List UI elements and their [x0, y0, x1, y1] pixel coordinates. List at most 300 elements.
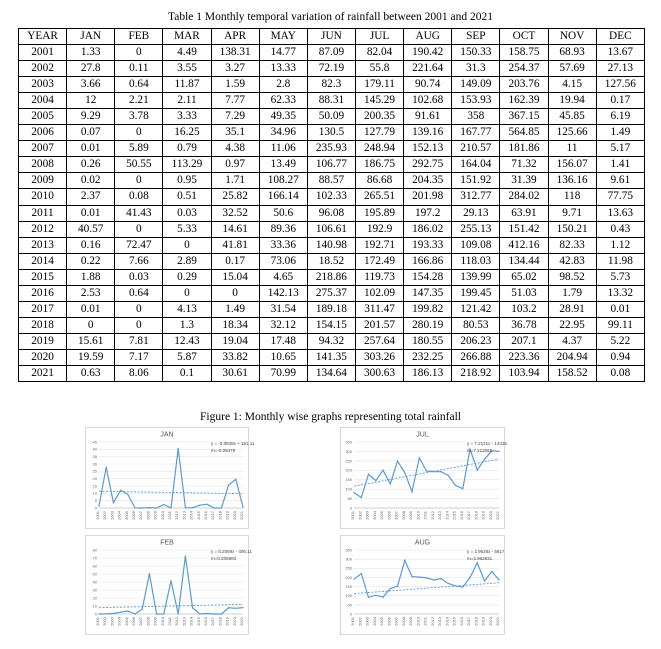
rainfall-cell: 108.27 — [259, 173, 307, 189]
year-cell: 2017 — [19, 301, 67, 317]
rainfall-cell: 151.42 — [500, 221, 548, 237]
y-tick-label: 50 — [347, 602, 352, 608]
rainfall-cell: 218.92 — [452, 365, 500, 381]
rainfall-cell: 22.95 — [548, 317, 596, 333]
rainfall-cell: 139.99 — [452, 269, 500, 285]
rainfall-cell: 102.09 — [355, 285, 403, 301]
rainfall-cell: 5.22 — [596, 333, 644, 349]
rainfall-cell: 136.16 — [548, 173, 596, 189]
y-tick-label: 15 — [92, 483, 97, 489]
rainfall-cell: 203.76 — [500, 77, 548, 93]
table-row — [19, 221, 645, 237]
rainfall-cell: 186.13 — [404, 365, 452, 381]
x-tick-label: 2018 — [473, 617, 479, 626]
rainfall-cell: 139.16 — [404, 125, 452, 141]
data-point — [235, 479, 236, 480]
x-tick-label: 2001 — [350, 511, 355, 520]
x-tick-label: 2006 — [131, 511, 136, 520]
rainfall-cell: 36.78 — [500, 317, 548, 333]
data-point — [221, 613, 222, 614]
x-tick-label: 2009 — [152, 511, 158, 520]
rainfall-cell: 218.86 — [307, 269, 355, 285]
rainfall-cell: 151.92 — [452, 173, 500, 189]
x-tick-label: 2011 — [422, 617, 428, 626]
rainfall-cell: 33.36 — [259, 237, 307, 253]
chart-svg — [86, 428, 255, 528]
data-point — [382, 470, 383, 471]
x-tick-label: 2003 — [364, 511, 370, 520]
rainfall-cell: 311.47 — [355, 301, 403, 317]
data-point — [199, 613, 200, 614]
rainfall-cell: 31.54 — [259, 301, 307, 317]
y-tick-label: 50 — [347, 495, 352, 501]
rainfall-cell: 179.11 — [355, 77, 403, 93]
rainfall-cell: 0 — [115, 173, 163, 189]
rainfall-cell: 0.43 — [596, 221, 644, 237]
rainfall-cell: 192.9 — [355, 221, 403, 237]
data-point — [448, 583, 449, 584]
x-tick-label: 2015 — [451, 511, 457, 520]
y-tick-label: 40 — [92, 446, 97, 452]
y-tick-label: 0 — [94, 611, 97, 617]
rainfall-cell: 3.33 — [163, 109, 211, 125]
data-point — [390, 483, 391, 484]
x-tick-label: 2008 — [400, 511, 406, 520]
x-tick-label: 2013 — [181, 617, 187, 626]
rainfall-cell: 189.18 — [307, 301, 355, 317]
data-point — [127, 610, 128, 611]
data-point — [411, 491, 412, 492]
x-tick-label: 2021 — [239, 511, 244, 520]
y-tick-label: 20 — [92, 476, 97, 482]
x-tick-label: 2010 — [415, 511, 421, 520]
x-tick-label: 2017 — [466, 617, 471, 626]
year-cell: 2020 — [19, 349, 67, 365]
slope-label: m=2.962831 — [467, 556, 493, 561]
rainfall-cell: 150.21 — [548, 221, 596, 237]
rainfall-cell: 0.16 — [67, 237, 115, 253]
x-tick-label: 2014 — [444, 511, 450, 520]
slope-label: m=0.206883 — [211, 556, 237, 561]
rainfall-cell: 19.94 — [548, 93, 596, 109]
slope-label: m=-0.08479 — [211, 448, 236, 453]
year-cell: 2009 — [19, 173, 67, 189]
rainfall-cell: 1.88 — [67, 269, 115, 285]
data-point — [469, 577, 470, 578]
rainfall-cell: 82.3 — [307, 77, 355, 93]
rainfall-cell: 0.79 — [163, 141, 211, 157]
rainfall-cell: 0.17 — [596, 93, 644, 109]
year-cell: 2018 — [19, 317, 67, 333]
rainfall-cell: 154.15 — [307, 317, 355, 333]
y-tick-label: 40 — [92, 579, 97, 585]
x-tick-label: 2012 — [174, 617, 180, 626]
rainfall-cell: 41.81 — [211, 237, 259, 253]
rainfall-cell: 50.6 — [259, 205, 307, 221]
rainfall-cell: 7.29 — [211, 109, 259, 125]
data-point — [206, 504, 207, 505]
rainfall-cell: 0.63 — [67, 365, 115, 381]
jan-chart — [85, 427, 255, 529]
data-point — [404, 560, 405, 561]
rainfall-cell: 1.59 — [211, 77, 259, 93]
table-row — [19, 285, 645, 301]
trend-line — [354, 583, 499, 594]
data-point — [120, 612, 121, 613]
rainfall-cell: 0.02 — [67, 173, 115, 189]
table-row — [19, 173, 645, 189]
data-point — [462, 586, 463, 587]
rainfall-cell: 103.94 — [500, 365, 548, 381]
rainfall-cell: 200.35 — [355, 109, 403, 125]
data-point — [134, 613, 135, 614]
data-point — [419, 457, 420, 458]
rainfall-cell: 82.04 — [355, 45, 403, 61]
data-point — [411, 576, 412, 577]
data-point — [433, 579, 434, 580]
chart-title: AUG — [414, 539, 431, 547]
rainfall-cell: 130.5 — [307, 125, 355, 141]
data-point — [440, 578, 441, 579]
year-cell: 2005 — [19, 109, 67, 125]
data-point — [214, 613, 215, 614]
rainfall-cell: 9.71 — [548, 205, 596, 221]
rainfall-cell: 80.53 — [452, 317, 500, 333]
x-tick-label: 2002 — [102, 617, 108, 626]
rainfall-cell: 1.33 — [67, 45, 115, 61]
data-point — [142, 507, 143, 508]
x-tick-label: 2007 — [393, 511, 399, 520]
rainfall-cell: 1.49 — [211, 301, 259, 317]
x-tick-label: 2013 — [437, 617, 442, 626]
y-tick-label: 70 — [92, 555, 97, 561]
rainfall-cell: 207.1 — [500, 333, 548, 349]
y-tick-label: 300 — [345, 556, 352, 562]
data-point — [419, 576, 420, 577]
rainfall-cell: 0.64 — [115, 285, 163, 301]
rainfall-cell: 2.8 — [259, 77, 307, 93]
rainfall-cell: 255.13 — [452, 221, 500, 237]
x-tick-label: 2018 — [217, 511, 223, 520]
data-point — [156, 507, 157, 508]
rainfall-cell: 0.08 — [115, 189, 163, 205]
x-tick-label: 2010 — [159, 511, 165, 520]
rainfall-cell: 0 — [115, 317, 163, 333]
x-tick-label: 2019 — [480, 617, 486, 626]
header-jul: JUL — [355, 29, 403, 45]
data-point — [361, 497, 362, 498]
rainfall-cell: 19.04 — [211, 333, 259, 349]
x-tick-label: 2020 — [231, 617, 237, 626]
data-point — [368, 597, 369, 598]
rainfall-cell: 158.75 — [500, 45, 548, 61]
data-point — [163, 613, 164, 614]
x-tick-label: 2003 — [109, 617, 115, 626]
rainfall-cell: 162.39 — [500, 93, 548, 109]
data-point — [462, 488, 463, 489]
rainfall-cell: 280.19 — [404, 317, 452, 333]
rainfall-cell: 127.56 — [596, 77, 644, 93]
rainfall-cell: 0.11 — [115, 61, 163, 77]
y-tick-label: 350 — [345, 547, 352, 553]
data-point — [221, 507, 222, 508]
rainfall-cell: 0 — [115, 125, 163, 141]
rainfall-cell: 72.47 — [115, 237, 163, 253]
header-jan: JAN — [67, 29, 115, 45]
rainfall-cell: 0.97 — [211, 157, 259, 173]
header-apr: APR — [211, 29, 259, 45]
rainfall-cell: 195.89 — [355, 205, 403, 221]
rainfall-cell: 0.17 — [211, 253, 259, 269]
y-tick-label: 150 — [345, 477, 352, 483]
rainfall-cell: 103.2 — [500, 301, 548, 317]
rainfall-cell: 89.36 — [259, 221, 307, 237]
x-tick-label: 2004 — [116, 617, 122, 626]
rainfall-cell: 87.09 — [307, 45, 355, 61]
year-cell: 2002 — [19, 61, 67, 77]
rainfall-cell: 5.73 — [596, 269, 644, 285]
y-tick-label: 200 — [345, 574, 352, 580]
rainfall-cell: 0.01 — [67, 205, 115, 221]
y-tick-label: 300 — [345, 448, 352, 454]
rainfall-cell: 28.91 — [548, 301, 596, 317]
rainfall-cell: 232.25 — [404, 349, 452, 365]
x-tick-label: 2014 — [444, 617, 450, 626]
x-tick-label: 2005 — [123, 511, 129, 520]
rainfall-cell: 0 — [115, 301, 163, 317]
data-point — [235, 608, 236, 609]
x-tick-label: 2016 — [458, 617, 464, 626]
rainfall-cell: 0.26 — [67, 157, 115, 173]
x-tick-label: 2009 — [408, 617, 413, 626]
rainfall-cell: 254.37 — [500, 61, 548, 77]
data-point — [477, 562, 478, 563]
rainfall-cell: 15.04 — [211, 269, 259, 285]
rainfall-cell: 141.35 — [307, 349, 355, 365]
x-tick-label: 2014 — [188, 617, 194, 626]
rainfall-cell: 0.08 — [596, 365, 644, 381]
x-tick-label: 2004 — [371, 617, 377, 626]
rainfall-cell: 166.14 — [259, 189, 307, 205]
rainfall-cell: 71.32 — [500, 157, 548, 173]
x-tick-label: 2010 — [415, 617, 421, 626]
chart-svg — [86, 536, 252, 634]
data-point — [455, 485, 456, 486]
year-cell: 2008 — [19, 157, 67, 173]
x-tick-label: 2011 — [167, 511, 172, 520]
rainfall-cell: 18.52 — [307, 253, 355, 269]
trend-equation: y = -0.0848x + 181.11 — [211, 441, 255, 446]
y-tick-label: 100 — [345, 593, 352, 599]
y-tick-label: 250 — [345, 458, 352, 464]
rainfall-cell: 15.61 — [67, 333, 115, 349]
data-point — [113, 613, 114, 614]
rainfall-cell: 70.99 — [259, 365, 307, 381]
data-point — [163, 504, 164, 505]
rainfall-cell: 50.55 — [115, 157, 163, 173]
trend-equation: y = 2.9628x - 5817 — [467, 549, 505, 554]
rainfall-cell: 0.64 — [115, 77, 163, 93]
data-point — [214, 507, 215, 508]
table-row — [19, 205, 645, 221]
rainfall-cell: 106.61 — [307, 221, 355, 237]
x-tick-label: 2008 — [145, 511, 151, 520]
trend-equation: y = 7.2121x - 14316 — [467, 441, 507, 446]
data-point — [397, 585, 398, 586]
rainfall-cell: 150.33 — [452, 45, 500, 61]
rainfall-cell: 42.83 — [548, 253, 596, 269]
rainfall-cell: 7.77 — [211, 93, 259, 109]
rainfall-cell: 257.64 — [355, 333, 403, 349]
rainfall-cell: 7.66 — [115, 253, 163, 269]
data-point — [192, 607, 193, 608]
rainfall-cell: 27.13 — [596, 61, 644, 77]
rainfall-cell: 152.13 — [404, 141, 452, 157]
rainfall-cell: 4.13 — [163, 301, 211, 317]
rainfall-cell: 0 — [115, 45, 163, 61]
y-tick-label: 250 — [345, 565, 352, 571]
rainfall-cell: 275.37 — [307, 285, 355, 301]
rainfall-cell: 201.98 — [404, 189, 452, 205]
rainfall-cell: 13.49 — [259, 157, 307, 173]
rainfall-cell: 113.29 — [163, 157, 211, 173]
rainfall-cell: 49.35 — [259, 109, 307, 125]
table-row — [19, 301, 645, 317]
rainfall-cell: 2.37 — [67, 189, 115, 205]
rainfall-cell: 5.33 — [163, 221, 211, 237]
rainfall-cell: 65.02 — [500, 269, 548, 285]
rainfall-cell: 156.07 — [548, 157, 596, 173]
table-row — [19, 237, 645, 253]
rainfall-cell: 138.31 — [211, 45, 259, 61]
rainfall-cell: 41.43 — [115, 205, 163, 221]
rainfall-cell: 13.33 — [259, 61, 307, 77]
rainfall-cell: 12.43 — [163, 333, 211, 349]
chart-svg — [341, 428, 507, 528]
rainfall-cell: 11.98 — [596, 253, 644, 269]
table-title: Table 1 Monthly temporal variation of rainfall between 2001 and 2021 — [168, 11, 493, 23]
table-body — [19, 45, 645, 382]
rainfall-cell: 0 — [67, 317, 115, 333]
rainfall-cell: 106.77 — [307, 157, 355, 173]
data-point — [170, 507, 171, 508]
rainfall-cell: 0.95 — [163, 173, 211, 189]
rainfall-cell: 5.17 — [596, 141, 644, 157]
x-tick-label: 2008 — [145, 617, 151, 626]
data-point — [134, 507, 135, 508]
x-tick-label: 2016 — [203, 617, 208, 626]
rainfall-cell: 204.94 — [548, 349, 596, 365]
data-point — [433, 471, 434, 472]
x-tick-label: 2001 — [95, 617, 100, 626]
x-tick-label: 2018 — [473, 511, 479, 520]
table-row — [19, 189, 645, 205]
rainfall-cell: 5.89 — [115, 141, 163, 157]
data-point — [142, 609, 143, 610]
y-tick-label: 10 — [92, 603, 97, 609]
data-point — [455, 585, 456, 586]
data-point — [375, 595, 376, 596]
year-cell: 2001 — [19, 45, 67, 61]
x-tick-label: 2015 — [195, 511, 201, 520]
rainfall-cell: 45.85 — [548, 109, 596, 125]
rainfall-cell: 68.93 — [548, 45, 596, 61]
rainfall-cell: 0.03 — [163, 205, 211, 221]
x-tick-label: 2002 — [357, 617, 363, 626]
trend-line — [354, 459, 499, 486]
rainfall-cell: 62.33 — [259, 93, 307, 109]
x-tick-label: 2019 — [224, 511, 230, 520]
data-point — [242, 506, 243, 507]
x-tick-label: 2011 — [167, 617, 172, 626]
x-tick-label: 2010 — [159, 617, 165, 626]
rainfall-cell: 206.23 — [452, 333, 500, 349]
rainfall-cell: 0 — [211, 285, 259, 301]
rainfall-cell: 90.74 — [404, 77, 452, 93]
x-tick-label: 2015 — [195, 617, 201, 626]
y-tick-label: 0 — [349, 611, 352, 617]
rainfall-cell: 6.19 — [596, 109, 644, 125]
data-point — [156, 613, 157, 614]
rainfall-cell: 166.86 — [404, 253, 452, 269]
rainfall-cell: 25.82 — [211, 189, 259, 205]
data-point — [484, 580, 485, 581]
rainfall-cell: 2.11 — [163, 93, 211, 109]
rainfall-cell: 8.06 — [115, 365, 163, 381]
y-tick-label: 100 — [345, 486, 352, 492]
x-tick-label: 2006 — [386, 511, 392, 520]
rainfall-cell: 221.64 — [404, 61, 452, 77]
rainfall-cell: 50.09 — [307, 109, 355, 125]
rainfall-cell: 13.67 — [596, 45, 644, 61]
rainfall-cell: 33.82 — [211, 349, 259, 365]
rainfall-cell: 358 — [452, 109, 500, 125]
year-cell: 2015 — [19, 269, 67, 285]
data-point — [149, 573, 150, 574]
x-tick-label: 2020 — [487, 617, 493, 626]
data-point — [178, 448, 179, 449]
rainfall-cell: 149.09 — [452, 77, 500, 93]
y-tick-label: 50 — [92, 571, 97, 577]
rainfall-cell: 1.71 — [211, 173, 259, 189]
table-row — [19, 317, 645, 333]
x-tick-label: 2016 — [203, 511, 208, 520]
rainfall-cell: 142.13 — [259, 285, 307, 301]
data-point — [382, 597, 383, 598]
rainfall-cell: 134.44 — [500, 253, 548, 269]
rainfall-cell: 99.11 — [596, 317, 644, 333]
rainfall-cell: 0.01 — [67, 141, 115, 157]
rainfall-cell: 1.49 — [596, 125, 644, 141]
rainfall-cell: 118 — [548, 189, 596, 205]
x-tick-label: 2012 — [429, 617, 435, 626]
x-tick-label: 2020 — [231, 511, 237, 520]
x-tick-label: 2021 — [495, 511, 500, 520]
rainfall-cell: 153.93 — [452, 93, 500, 109]
rainfall-cell: 312.77 — [452, 189, 500, 205]
rainfall-cell: 91.61 — [404, 109, 452, 125]
data-point — [199, 505, 200, 506]
x-tick-label: 2016 — [458, 511, 464, 520]
y-tick-label: 35 — [92, 454, 97, 460]
rainfall-cell: 197.2 — [404, 205, 452, 221]
rainfall-cell: 0.51 — [163, 189, 211, 205]
rainfall-cell: 303.26 — [355, 349, 403, 365]
data-point — [185, 555, 186, 556]
x-tick-label: 2001 — [350, 617, 355, 626]
x-tick-label: 2005 — [379, 617, 384, 626]
x-tick-label: 2007 — [138, 617, 144, 626]
